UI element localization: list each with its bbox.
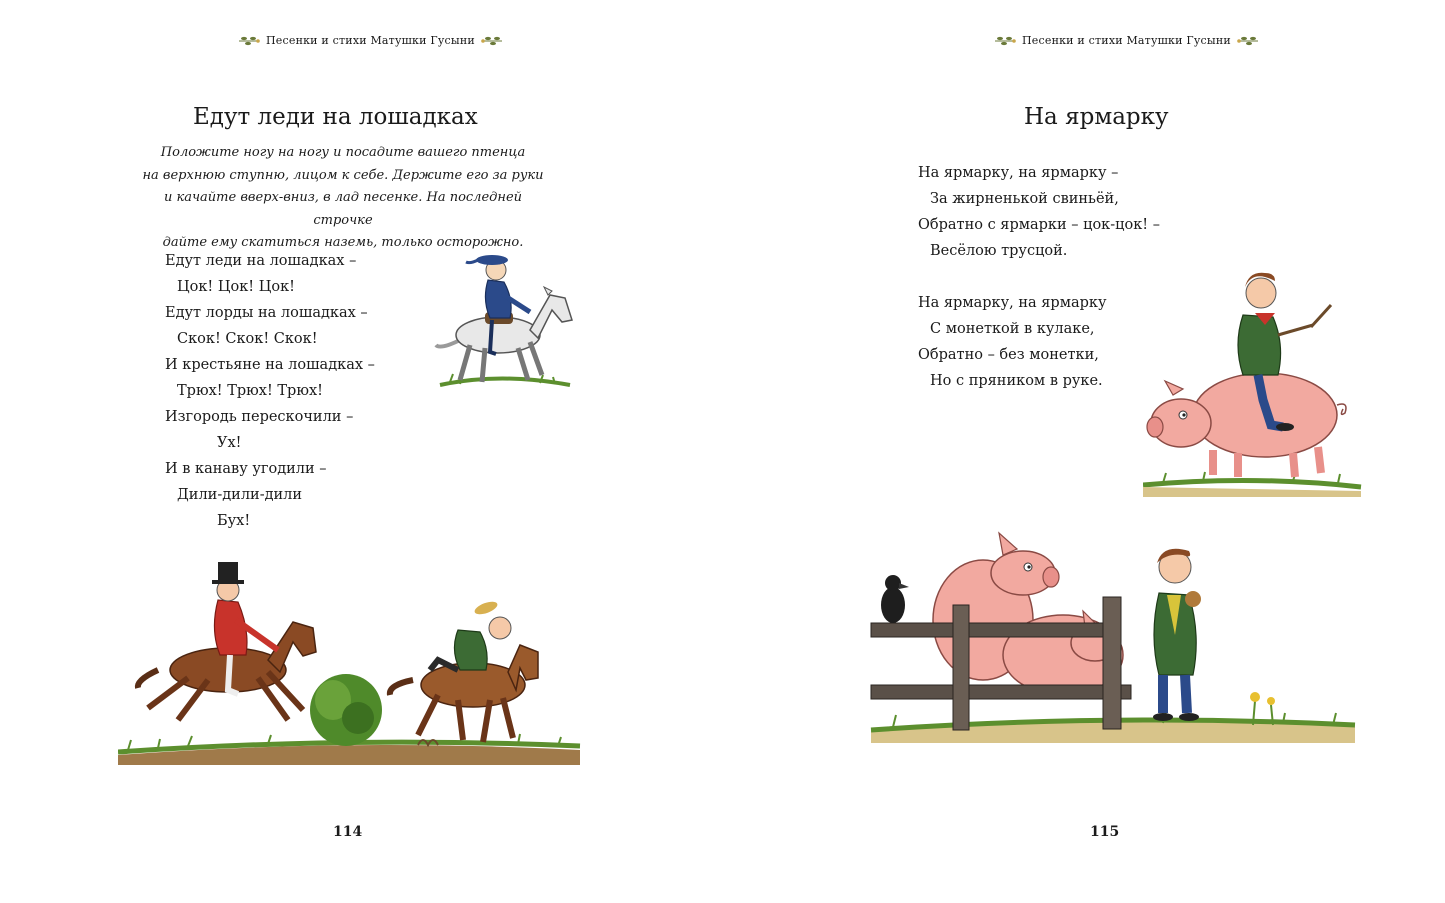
verse-line: Но с пряником в руке. (930, 373, 1103, 389)
poem-instructions (133, 142, 553, 255)
verse-line: Едут лорды на лошадках – (165, 305, 368, 321)
stanza-break (918, 264, 1160, 290)
instruction-line: Положите ногу на ногу и посадите вашего птенца (160, 145, 526, 160)
poem-verse (165, 248, 375, 534)
verse-line: Ух! (217, 435, 242, 451)
verse-line: Обратно – без монетки, (918, 347, 1099, 363)
page-number: 115 (1090, 824, 1120, 840)
verse-line: На ярмарку, на ярмарку – (918, 165, 1119, 181)
poem-verse (918, 160, 1160, 394)
instruction-line: дайте ему скатиться наземь, только осторожно. (162, 235, 524, 250)
riders-jumping-hedge-illustration (118, 560, 583, 770)
boy-riding-pig-illustration (1143, 255, 1363, 500)
verse-line: Обратно с ярмарки – цок-цок! – (918, 217, 1160, 233)
poem-title: На ярмарку (1024, 104, 1169, 130)
left-page (0, 0, 722, 903)
verse-line: И в канаву угодили – (165, 461, 327, 477)
instruction-line: на верхнюю ступню, лицом к себе. Держите его за руки (142, 167, 544, 183)
verse-line: Весёлою трусцой. (930, 243, 1068, 259)
verse-line: С монеткой в кулаке, (930, 321, 1095, 337)
verse-line: За жирненькой свиньёй, (930, 191, 1119, 207)
verse-line: Скок! Скок! Скок! (177, 331, 318, 347)
lady-riding-white-horse-illustration (430, 240, 580, 390)
verse-line: Цок! Цок! Цок! (177, 279, 296, 295)
right-page (723, 0, 1445, 903)
verse-line: И крестьяне на лошадках – (165, 357, 375, 373)
instruction-line: и качайте вверх-вниз, в лад песенке. На последней строчке (163, 190, 523, 228)
page-number: 114 (333, 824, 363, 840)
sprig-icon (994, 35, 1016, 47)
running-head (994, 34, 1259, 47)
verse-line: Трюх! Трюх! Трюх! (177, 383, 323, 399)
sprig-icon (238, 35, 260, 47)
verse-line: Едут леди на лошадках – (165, 253, 357, 269)
sprig-icon (1237, 35, 1259, 47)
verse-line: Бух! (217, 513, 251, 529)
running-head-text: Песенки и стихи Матушки Гусыни (266, 34, 475, 47)
verse-line: На ярмарку, на ярмарку (918, 295, 1107, 311)
verse-line: Дили-дили-дили (177, 487, 303, 503)
poem-title: Едут леди на лошадках (193, 104, 478, 130)
pigs-behind-fence-illustration (863, 525, 1363, 750)
running-head-text: Песенки и стихи Матушки Гусыни (1022, 34, 1231, 47)
verse-line: Изгородь перескочили – (165, 409, 354, 425)
sprig-icon (481, 35, 503, 47)
running-head (238, 34, 503, 47)
